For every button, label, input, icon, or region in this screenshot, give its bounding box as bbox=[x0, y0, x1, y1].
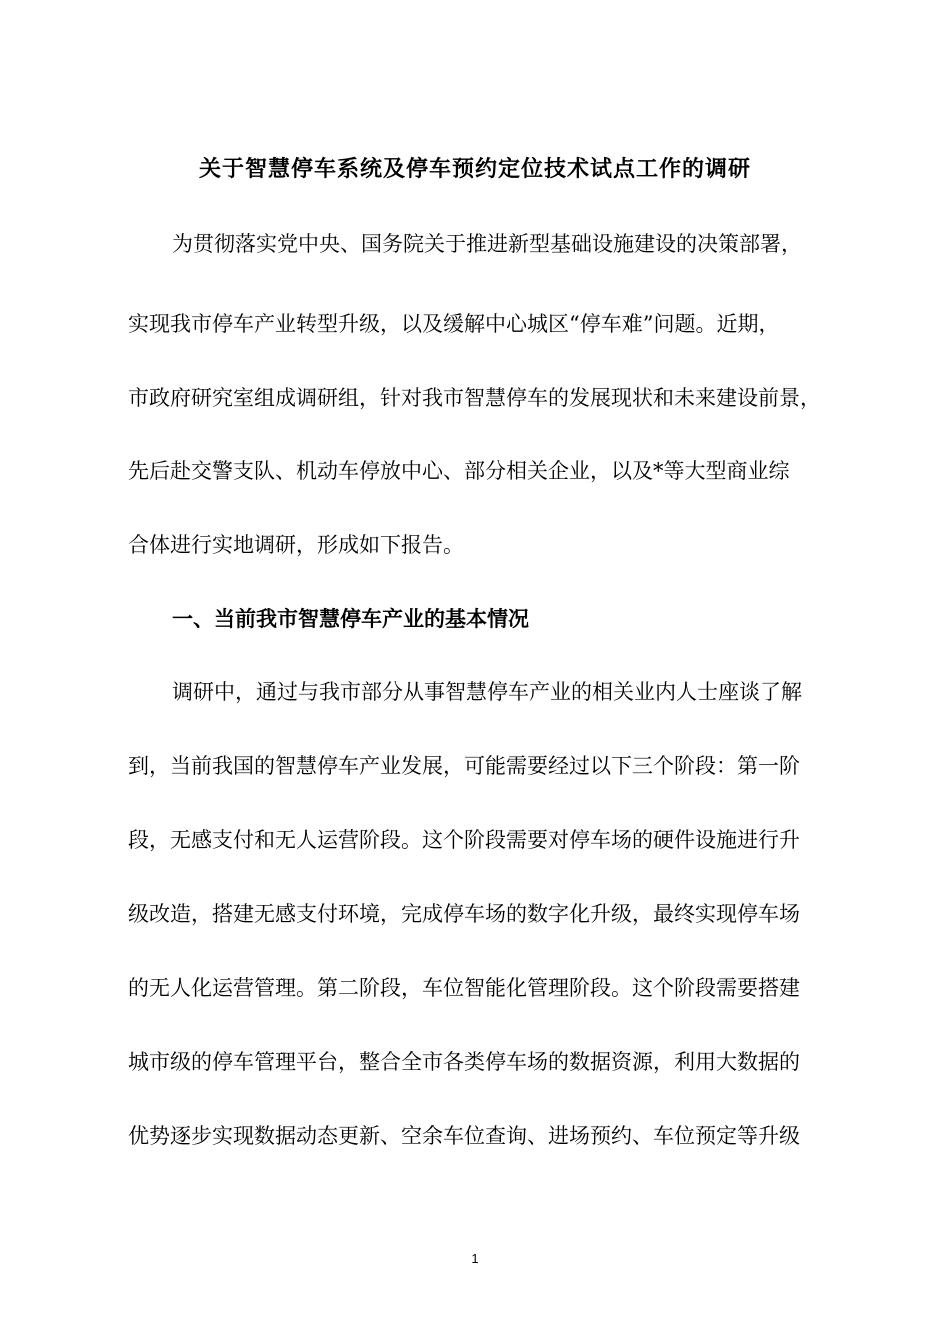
paragraph-line: 实现我市停车产业转型升级，以及缓解中心城区“停车难”问题。近期， bbox=[128, 312, 780, 336]
page-number: 1 bbox=[471, 1251, 479, 1266]
paragraph-line: 级改造，搭建无感支付环境，完成停车场的数字化升级，最终实现停车场 bbox=[128, 902, 800, 926]
paragraph-line: 优势逐步实现数据动态更新、空余车位查询、进场预约、车位预定等升级 bbox=[128, 1124, 800, 1148]
paragraph-line: 到，当前我国的智慧停车产业发展，可能需要经过以下三个阶段：第一阶 bbox=[128, 754, 800, 778]
paragraph-line: 调研中，通过与我市部分从事智慧停车产业的相关业内人士座谈了解 bbox=[172, 680, 802, 704]
paragraph-line: 合体进行实地调研，形成如下报告。 bbox=[128, 533, 464, 557]
section-heading: 一、当前我市智慧停车产业的基本情况 bbox=[172, 606, 529, 631]
document-title: 关于智慧停车系统及停车预约定位技术试点工作的调研 bbox=[198, 156, 751, 182]
paragraph-line: 为贯彻落实党中央、国务院关于推进新型基础设施建设的决策部署， bbox=[172, 232, 802, 256]
paragraph-line: 城市级的停车管理平台，整合全市各类停车场的数据资源，利用大数据的 bbox=[128, 1050, 800, 1074]
paragraph-line: 市政府研究室组成调研组，针对我市智慧停车的发展现状和未来建设前景， bbox=[128, 386, 821, 410]
paragraph-line: 段，无感支付和无人运营阶段。这个阶段需要对停车场的硬件设施进行升 bbox=[128, 828, 800, 852]
paragraph-line: 的无人化运营管理。第二阶段，车位智能化管理阶段。这个阶段需要搭建 bbox=[128, 976, 800, 1000]
paragraph-line: 先后赴交警支队、机动车停放中心、部分相关企业，以及*等大型商业综 bbox=[128, 459, 790, 483]
